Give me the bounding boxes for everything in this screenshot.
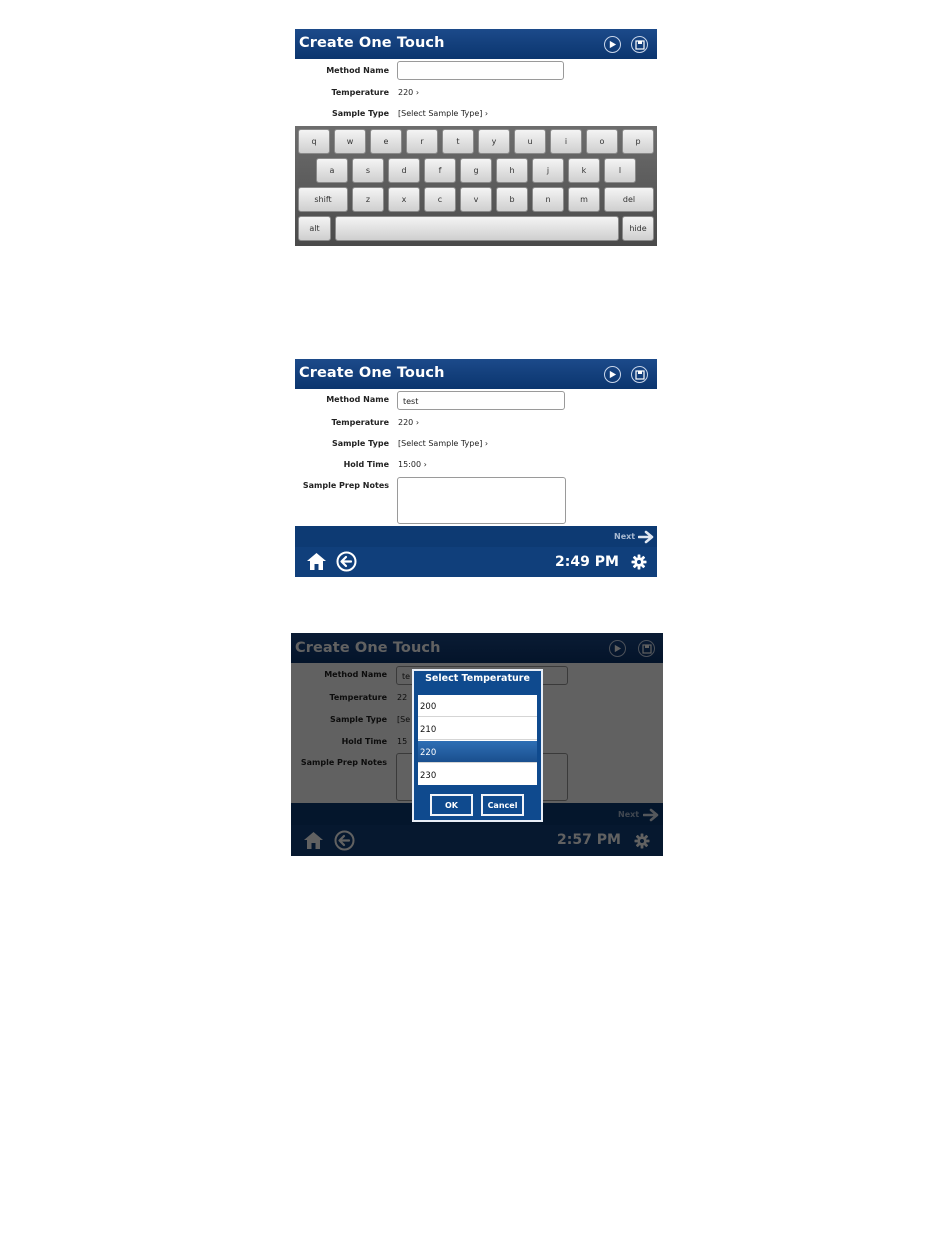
key-n[interactable]: n — [532, 187, 564, 212]
key-z[interactable]: z — [352, 187, 384, 212]
next-bar — [295, 526, 657, 547]
back-icon[interactable] — [336, 551, 357, 576]
method-name-field[interactable] — [397, 61, 564, 80]
key-r[interactable]: r — [406, 129, 438, 154]
sample-type-label: Sample Type — [331, 439, 389, 448]
cancel-button[interactable]: Cancel — [481, 794, 524, 816]
select-temperature-dialog — [412, 669, 543, 822]
save-icon[interactable] — [631, 36, 648, 53]
key-o[interactable]: o — [586, 129, 618, 154]
title-bar — [295, 359, 657, 389]
save-icon[interactable] — [631, 366, 648, 383]
key-a[interactable]: a — [316, 158, 348, 183]
key-h[interactable]: h — [496, 158, 528, 183]
dialog-title: Select Temperature — [425, 673, 530, 684]
bottom-bar — [295, 547, 657, 577]
method-name-label: Method Name — [326, 395, 389, 404]
hold-time-value[interactable]: 15:00 › — [398, 460, 427, 469]
key-alt[interactable]: alt — [298, 216, 331, 241]
page-title: Create One Touch — [299, 365, 445, 381]
temperature-option[interactable]: 210 — [418, 718, 537, 740]
method-name-field[interactable]: test — [397, 391, 565, 410]
temperature-label: Temperature — [331, 418, 389, 427]
sample-type-value[interactable]: [Select Sample Type] › — [398, 439, 489, 448]
key-space[interactable] — [335, 216, 619, 241]
key-d[interactable]: d — [388, 158, 420, 183]
clock-time: 2:49 PM — [555, 554, 619, 570]
key-y[interactable]: y — [478, 129, 510, 154]
create-one-touch-screen-form — [295, 359, 657, 577]
method-name-label: Method Name — [326, 66, 389, 75]
sample-prep-notes-label: Sample Prep Notes — [302, 481, 389, 490]
key-u[interactable]: u — [514, 129, 546, 154]
sample-type-label: Sample Type — [331, 109, 389, 118]
play-icon[interactable] — [604, 36, 621, 53]
key-f[interactable]: f — [424, 158, 456, 183]
gear-icon[interactable] — [631, 554, 647, 574]
key-w[interactable]: w — [334, 129, 366, 154]
key-s[interactable]: s — [352, 158, 384, 183]
hold-time-label: Hold Time — [343, 460, 389, 469]
key-p[interactable]: p — [622, 129, 654, 154]
key-m[interactable]: m — [568, 187, 600, 212]
on-screen-keyboard — [295, 126, 657, 246]
key-q[interactable]: q — [298, 129, 330, 154]
sample-type-value[interactable]: [Select Sample Type] › — [398, 109, 489, 118]
key-v[interactable]: v — [460, 187, 492, 212]
temperature-option[interactable]: 230 — [418, 764, 537, 785]
key-c[interactable]: c — [424, 187, 456, 212]
key-b[interactable]: b — [496, 187, 528, 212]
temperature-label: Temperature — [331, 88, 389, 97]
key-shift[interactable]: shift — [298, 187, 348, 212]
key-x[interactable]: x — [388, 187, 420, 212]
key-e[interactable]: e — [370, 129, 402, 154]
temperature-options-list[interactable] — [418, 695, 537, 785]
page-title: Create One Touch — [299, 35, 445, 51]
key-del[interactable]: del — [604, 187, 654, 212]
next-arrow-icon[interactable] — [638, 529, 655, 548]
sample-prep-notes-field[interactable] — [397, 477, 566, 524]
key-k[interactable]: k — [568, 158, 600, 183]
play-icon[interactable] — [604, 366, 621, 383]
home-icon[interactable] — [306, 552, 327, 575]
key-i[interactable]: i — [550, 129, 582, 154]
key-j[interactable]: j — [532, 158, 564, 183]
key-hide[interactable]: hide — [622, 216, 654, 241]
next-label[interactable]: Next — [614, 532, 636, 541]
temperature-value[interactable]: 220 › — [398, 88, 420, 97]
key-t[interactable]: t — [442, 129, 474, 154]
create-one-touch-screen-keyboard — [295, 29, 657, 246]
title-bar — [295, 29, 657, 59]
temperature-option[interactable]: 200 — [418, 695, 537, 717]
temperature-option-selected[interactable]: 220 — [418, 741, 537, 763]
key-l[interactable]: l — [604, 158, 636, 183]
key-g[interactable]: g — [460, 158, 492, 183]
create-one-touch-screen-temperature-dialog — [291, 633, 663, 856]
temperature-value[interactable]: 220 › — [398, 418, 420, 427]
ok-button[interactable]: OK — [430, 794, 473, 816]
